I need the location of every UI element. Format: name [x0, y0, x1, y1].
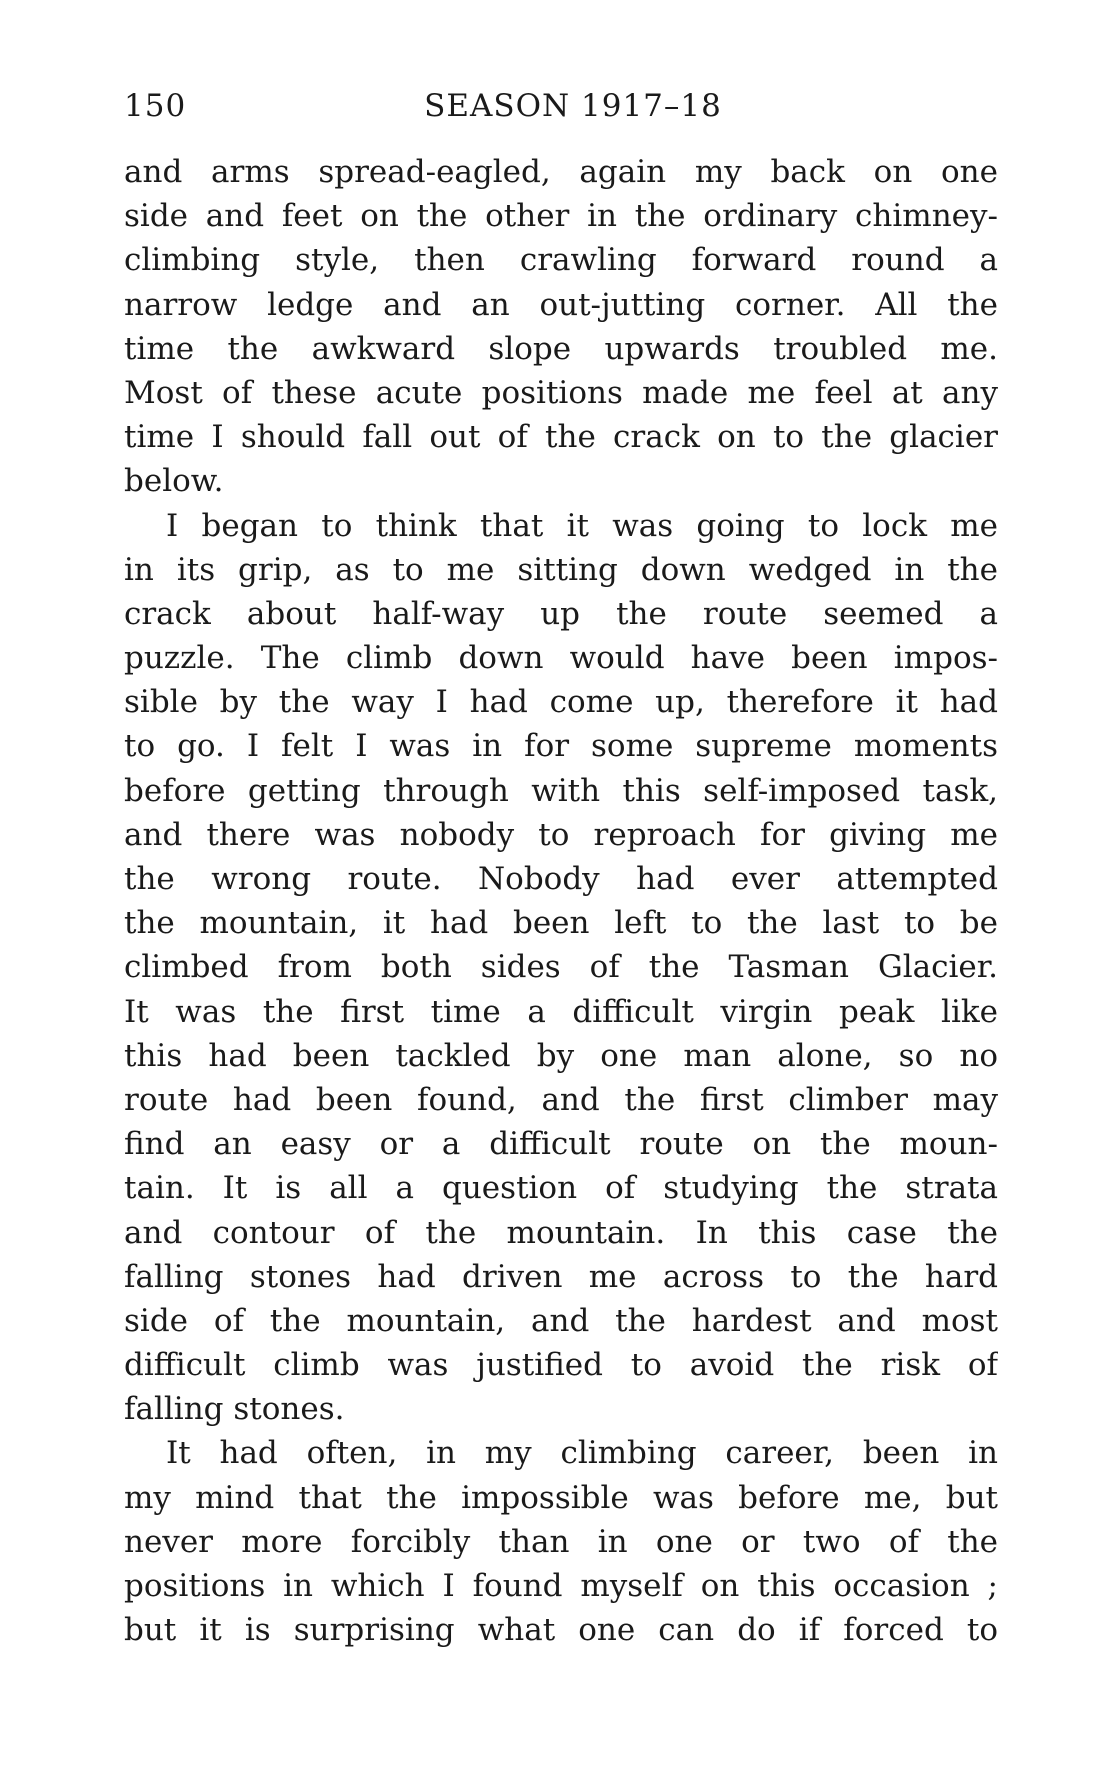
text-line: narrow ledge and an out-jutting corner. All the	[124, 286, 998, 323]
text-line: I began to think that it was going to lock me	[166, 507, 998, 544]
text-line: the wrong route. Nobody had ever attempted	[124, 861, 998, 897]
text-line: climbed from both sides of the Tasman Glacier.	[124, 949, 998, 986]
text-line: never more forcibly than in one or two of the	[124, 1523, 998, 1560]
text-line: side of the mountain, and the hardest and most	[124, 1302, 998, 1339]
text-line: my mind that the impossible was before me, but	[124, 1479, 998, 1516]
paragraph-1	[124, 150, 998, 504]
text-line: time I should fall out of the crack on to the glacier	[124, 419, 998, 456]
running-head	[124, 82, 998, 130]
body-text	[124, 150, 998, 1652]
text-line: and there was nobody to reproach for giving me	[124, 816, 998, 853]
paragraph-2	[124, 504, 998, 1432]
text-line: and contour of the mountain. In this case the	[124, 1214, 998, 1251]
text-line: tain. It is all a question of studying the strata	[124, 1170, 998, 1207]
text-line: find an easy or a difficult route on the moun-	[124, 1126, 998, 1163]
text-line: time the awkward slope upwards troubled me.	[124, 330, 998, 367]
text-line: falling stones had driven me across to the hard	[124, 1258, 998, 1295]
page-number: 150	[124, 88, 187, 124]
text-line: to go. I felt I was in for some supreme moments	[124, 728, 998, 765]
text-line: Most of these acute positions made me feel at any	[124, 374, 998, 411]
text-line: but it is surprising what one can do if forced to	[124, 1612, 998, 1649]
paragraph-3	[124, 1431, 998, 1652]
text-line: puzzle. The climb down would have been impos-	[124, 640, 998, 677]
text-line: positions in which I found myself on this occasion ;	[124, 1568, 998, 1604]
text-line: crack about half-way up the route seemed a	[124, 595, 998, 632]
text-line: this had been tackled by one man alone, so no	[124, 1037, 998, 1074]
text-line: before getting through with this self-imposed task,	[124, 772, 998, 809]
text-line: in its grip, as to me sitting down wedged in the	[124, 551, 998, 588]
text-line: and arms spread-eagled, again my back on one	[124, 154, 998, 190]
text-line: sible by the way I had come up, therefore it had	[124, 684, 998, 721]
text-line: the mountain, it had been left to the last to be	[124, 905, 998, 942]
text-line: climbing style, then crawling forward round a	[124, 242, 998, 279]
running-title: SEASON 1917–18	[424, 88, 722, 124]
text-line: It was the first time a difficult virgin peak like	[124, 993, 998, 1030]
text-line: difficult climb was justified to avoid the risk of	[124, 1347, 998, 1384]
text-line: route had been found, and the first climber may	[124, 1081, 998, 1118]
text-line: side and feet on the other in the ordinary chimney-	[124, 198, 998, 235]
text-line: falling stones.	[124, 1391, 345, 1428]
text-line: It had often, in my climbing career, been in	[166, 1435, 998, 1472]
text-line: below.	[124, 463, 224, 500]
